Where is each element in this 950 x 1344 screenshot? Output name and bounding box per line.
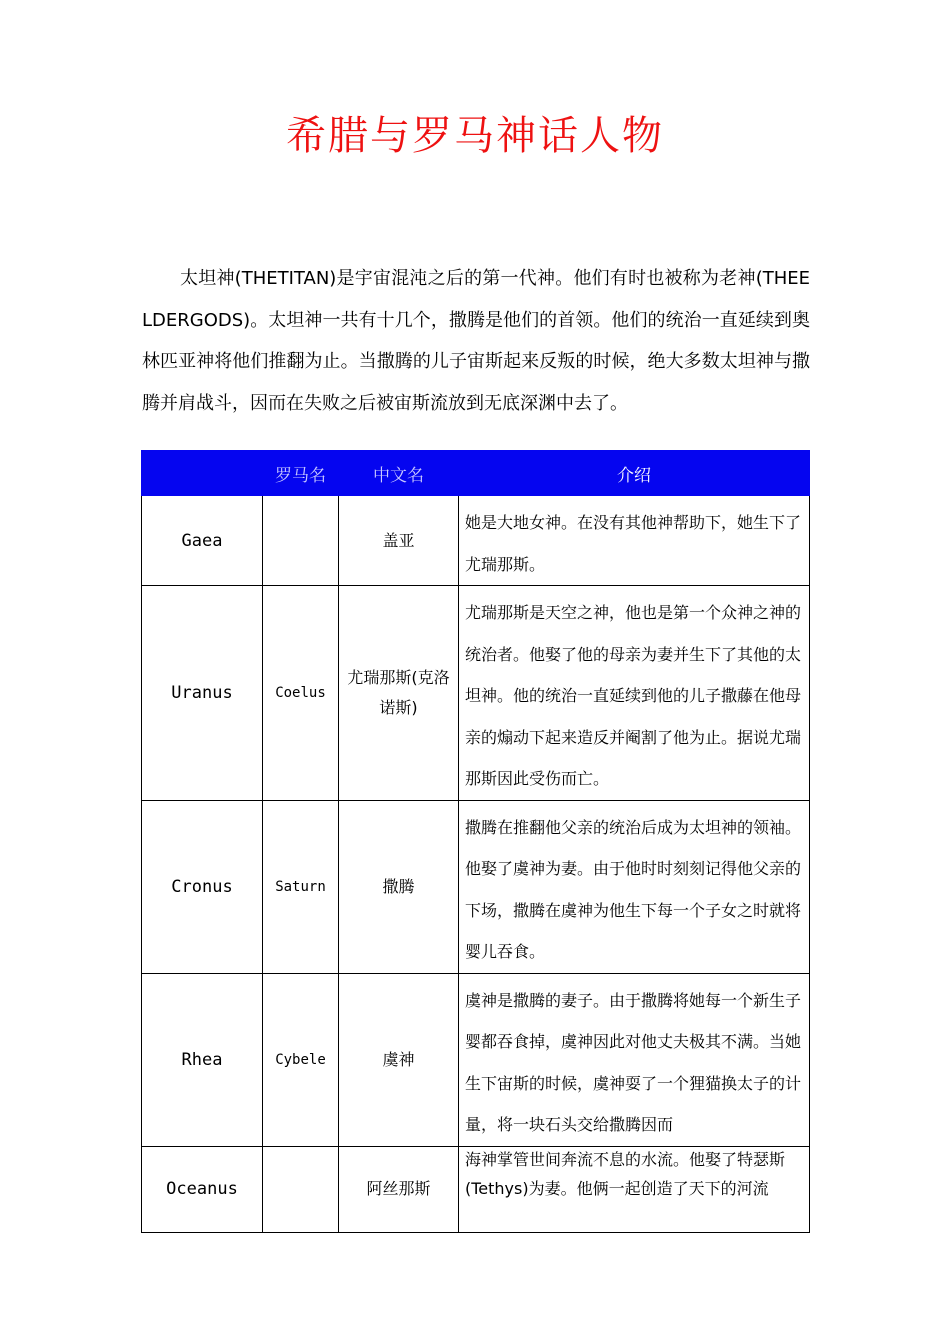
chinese-name-line: 尤瑞那斯(克洛 (347, 667, 450, 687)
greek-name-cell: Cronus (142, 800, 263, 973)
table-row (142, 586, 810, 801)
greek-name-cell: Gaea (142, 496, 263, 586)
roman-name-cell (263, 496, 339, 586)
chinese-name-line: 诺斯) (379, 697, 418, 717)
header-greek-name (142, 451, 263, 496)
header-chinese-name: 中文名 (339, 451, 459, 496)
chinese-name-cell: 撒腾 (339, 800, 459, 973)
table-row (142, 800, 810, 973)
greek-name-cell: Uranus (142, 586, 263, 801)
intro-paragraph: 太坦神(THETITAN)是宇宙混沌之后的第一代神。他们有时也被称为老神(THEELDERGODS)。太坦神一共有十几个，撒腾是他们的首领。他们的统治一直延续到奥林匹亚神将他们推翻为止。当撒腾的儿子宙斯起来反叛的时候，绝大多数太坦神与撒腾并肩战斗，因而在失败之后被宙斯流放到无底深渊中去了。 (142, 268, 810, 414)
chinese-name-cell (339, 586, 459, 801)
description-cell: 撒腾在推翻他父亲的统治后成为太坦神的领袖。他娶了虞神为妻。由于他时时刻刻记得他父亲的下场，撒腾在虞神为他生下每一个子女之时就将婴儿吞食。 (459, 800, 810, 973)
description-line: (Tethys)为妻。他俩一起创造了天下的河流 (465, 1178, 769, 1198)
mythology-table (141, 450, 810, 1233)
description-cell (459, 1146, 810, 1232)
description-cell: 她是大地女神。在没有其他神帮助下，她生下了尤瑞那斯。 (459, 496, 810, 586)
table-row (142, 1146, 810, 1232)
roman-name-cell: Saturn (263, 800, 339, 973)
chinese-name-cell: 虞神 (339, 973, 459, 1146)
description-line: 海神掌管世间奔流不息的水流。他娶了特瑟斯 (465, 1149, 786, 1169)
chinese-name-cell: 盖亚 (339, 496, 459, 586)
table-row (142, 496, 810, 586)
description-cell: 尤瑞那斯是天空之神，他也是第一个众神之神的统治者。他娶了他的母亲为妻并生下了其他的太坦神。他的统治一直延续到他的儿子撒藤在他母亲的煽动下起来造反并阉割了他为止。据说尤瑞那斯因此受伤而亡。 (459, 586, 810, 801)
header-roman-name: 罗马名 (263, 451, 339, 496)
roman-name-cell: Coelus (263, 586, 339, 801)
chinese-name-cell: 阿丝那斯 (339, 1146, 459, 1232)
table-row (142, 973, 810, 1146)
roman-name-cell (263, 1146, 339, 1232)
header-description: 介绍 (459, 451, 810, 496)
greek-name-cell: Rhea (142, 973, 263, 1146)
description-cell: 虞神是撒腾的妻子。由于撒腾将她每一个新生子婴都吞食掉，虞神因此对他丈夫极其不满。当她生下宙斯的时候，虞神耍了一个狸猫换太子的计量，将一块石头交给撒腾因而 (459, 973, 810, 1146)
table-header-row (142, 451, 810, 496)
roman-name-cell: Cybele (263, 973, 339, 1146)
document-title: 希腊与罗马神话人物 (286, 113, 664, 159)
greek-name-cell: Oceanus (142, 1146, 263, 1232)
